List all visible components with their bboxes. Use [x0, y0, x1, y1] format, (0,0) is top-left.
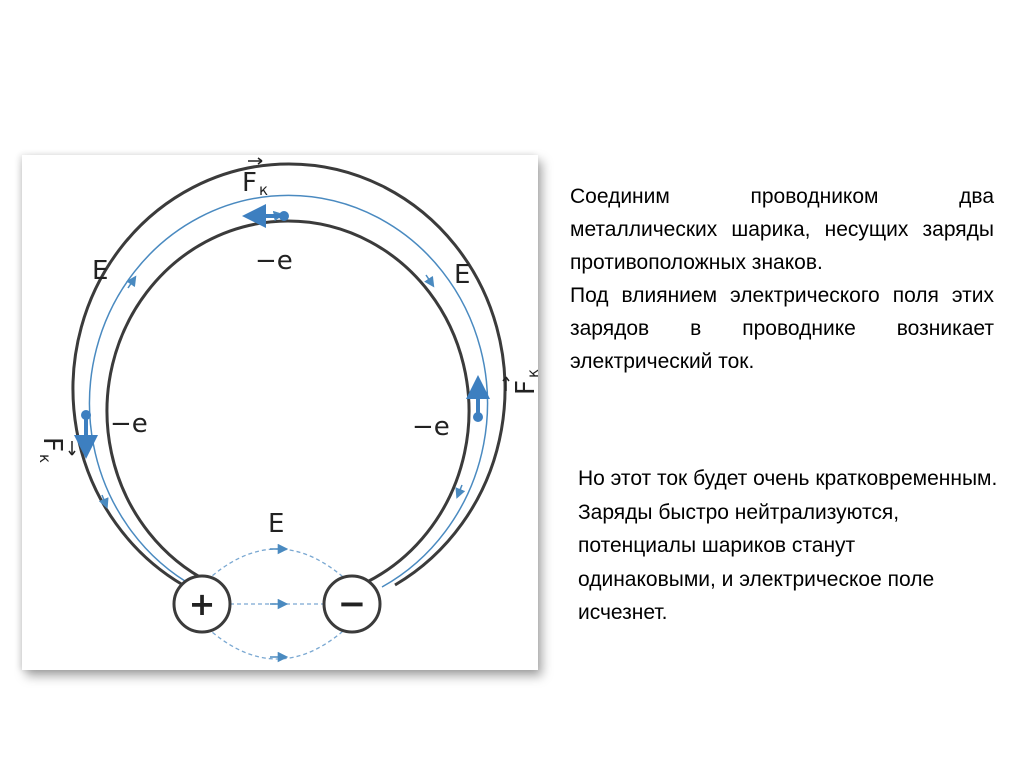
- diagram-svg: [22, 155, 542, 670]
- force-subscript-right: к: [524, 368, 542, 378]
- paragraph-neutralization: Заряды быстро нейтрализуются, потенциалы шариков станут одинаковыми, и электрическое поле исчезнет.: [578, 500, 935, 624]
- force-subscript-left: к: [36, 454, 54, 464]
- field-line-upper: [202, 549, 352, 585]
- force-symbol-right: F: [511, 380, 541, 395]
- paragraph-current-arises: Под влиянием электрического поля этих зарядов в проводнике возникает электрический ток.: [570, 284, 994, 373]
- force-label-left: [36, 437, 75, 463]
- minus-sign: −: [337, 584, 367, 624]
- field-label-left: E: [92, 256, 109, 286]
- positive-ball: [174, 576, 230, 632]
- electron-right: [473, 387, 483, 422]
- electron-label-left: −e: [110, 409, 148, 439]
- electron-top: [254, 211, 289, 221]
- force-subscript-top: к: [259, 181, 269, 199]
- force-symbol-left: F: [37, 437, 67, 452]
- electron-label-top: −e: [255, 246, 293, 276]
- negative-ball: [324, 576, 380, 632]
- text-block-top: [570, 180, 994, 378]
- field-arrow-right-low: [458, 485, 462, 495]
- paragraph-conductor-connection: Соединим проводником два металлических шарика, несущих заряды противоположных знаков.: [570, 185, 994, 274]
- text-block-bottom: [578, 462, 998, 630]
- force-symbol-top: F: [242, 168, 257, 198]
- wire-outer-edge: [73, 164, 505, 585]
- field-line-lower: [202, 623, 352, 659]
- plus-sign: +: [188, 585, 216, 623]
- field-label-bottom: E: [268, 509, 285, 539]
- field-arrow-right: [426, 275, 432, 284]
- field-label-right: E: [454, 260, 471, 290]
- electron-left: [81, 410, 91, 447]
- conductor-diagram: [22, 155, 542, 670]
- paragraph-short-current: Но этот ток будет очень кратковременным.: [578, 467, 998, 490]
- force-label-right: [503, 369, 542, 395]
- electron-label-right: −e: [412, 412, 450, 442]
